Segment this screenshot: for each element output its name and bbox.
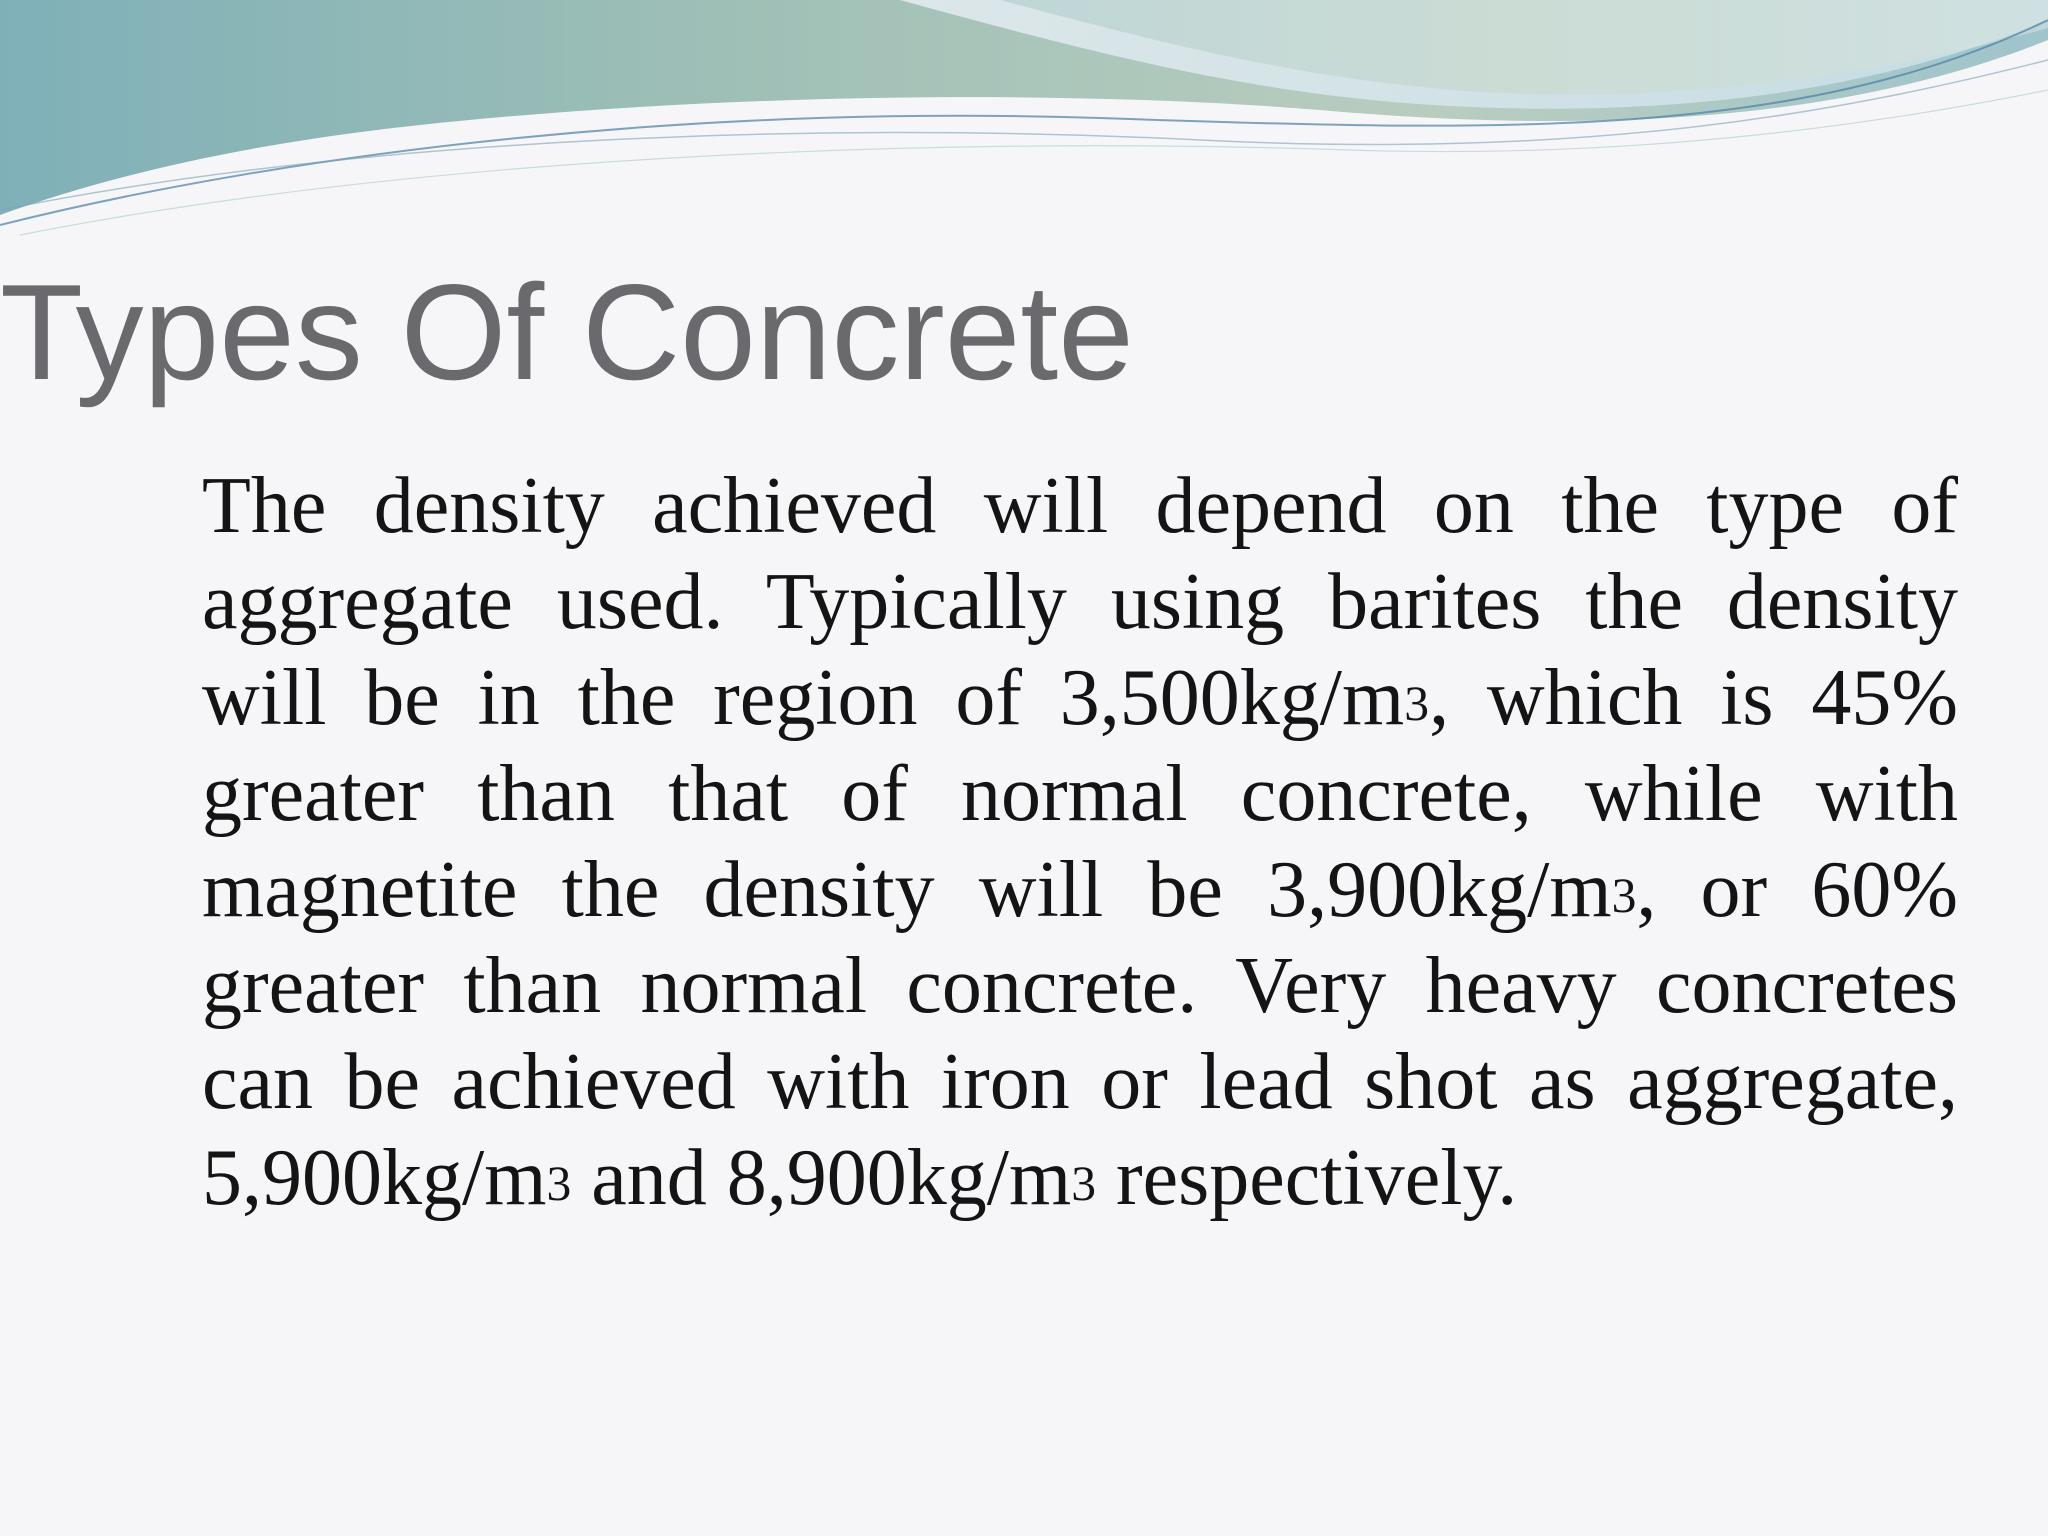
superscript-3: 3 <box>1071 1156 1097 1212</box>
header-wave-decoration <box>0 0 2048 240</box>
body-text-part: respectively. <box>1096 1134 1518 1222</box>
superscript-3: 3 <box>546 1156 572 1212</box>
superscript-3: 3 <box>1611 868 1637 924</box>
body-text-part: , or 60% greater than normal concrete. Very heavy concretes can be achieved with iron or lead shot as aggregate, 5,900kg/m <box>202 846 1959 1222</box>
superscript-3: 3 <box>1404 676 1430 732</box>
body-text-part: and 8,900kg/m <box>571 1134 1072 1222</box>
body-text-part: , which is 45% greater than that of normal concrete, while with magnetite the density will be 3,900kg/m <box>202 654 1959 934</box>
body-text-part: The density achieved will depend on the type of aggregate used. Typically using barites the density will be in the region of 3,500kg/m <box>202 462 1958 742</box>
slide-body-paragraph <box>202 458 1958 1226</box>
slide-title: Types Of Concrete <box>0 256 1134 408</box>
